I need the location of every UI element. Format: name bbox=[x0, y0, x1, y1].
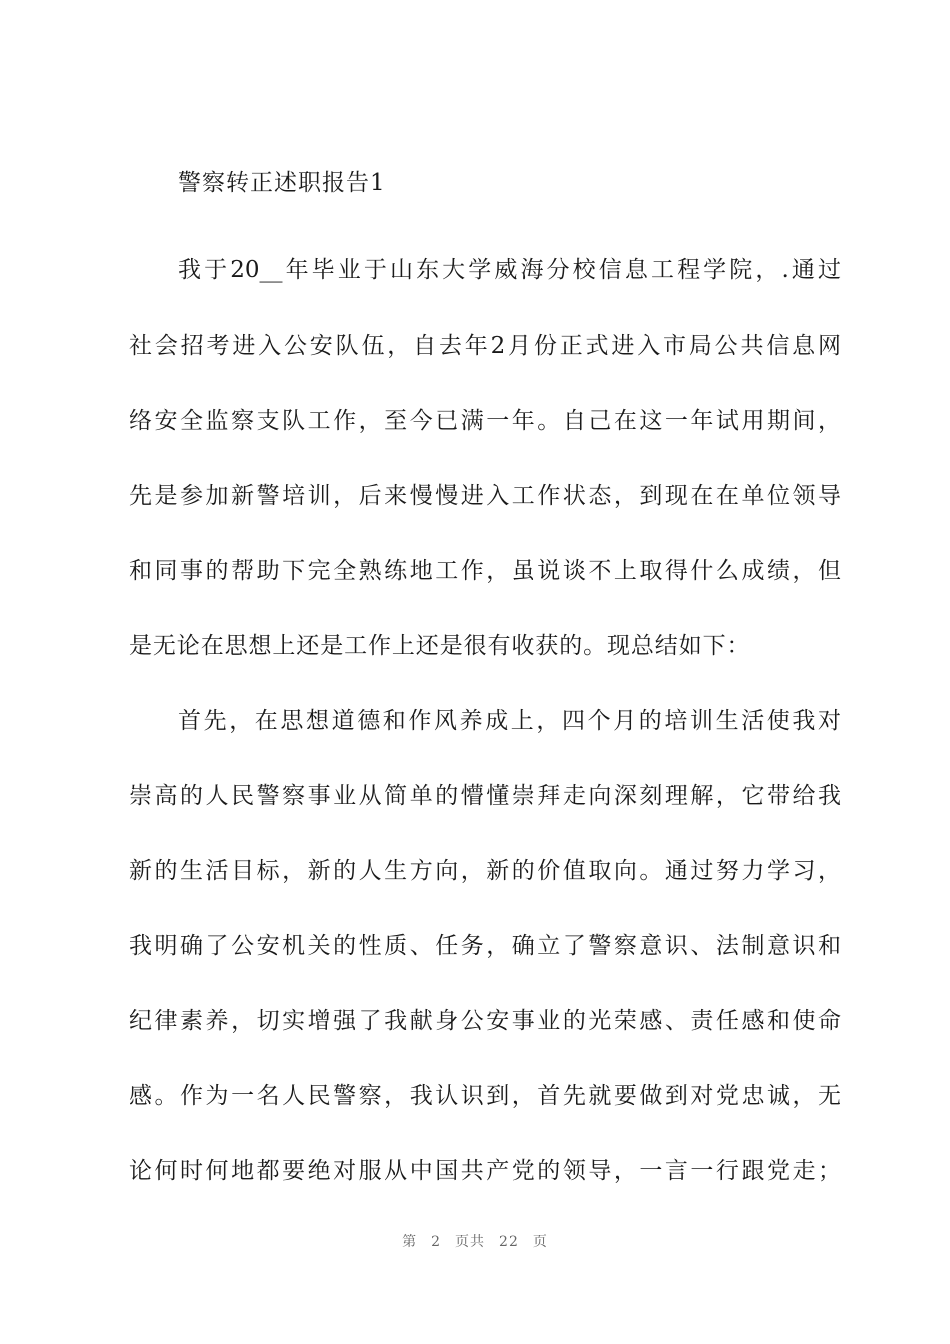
footer-total-pages: 22 bbox=[499, 1234, 519, 1250]
paragraph-line: 论何时何地都要绝对服从中国共产党的领导，一言一行跟党走； bbox=[129, 1158, 841, 1184]
paragraph-line: 新的生活目标，新的人生方向，新的价值取向。通过努力学习， bbox=[129, 858, 841, 884]
page-footer bbox=[0, 1231, 950, 1251]
paragraph-line: 首先，在思想道德和作风养成上，四个月的培训生活使我对 bbox=[178, 708, 841, 734]
paragraph-line: 感。作为一名人民警察，我认识到，首先就要做到对党忠诚，无 bbox=[129, 1083, 841, 1109]
paragraph-line: 和同事的帮助下完全熟练地工作，虽说谈不上取得什么成绩，但 bbox=[129, 558, 841, 584]
paragraph-line: 我于20__年毕业于山东大学威海分校信息工程学院，.通过 bbox=[178, 257, 841, 283]
footer-page-number: 2 bbox=[431, 1234, 442, 1250]
paragraph-line: 纪律素养，切实增强了我献身公安事业的光荣感、责任感和使命 bbox=[129, 1008, 841, 1034]
document-heading: 警察转正述职报告1 bbox=[178, 170, 386, 196]
paragraph-line: 社会招考进入公安队伍，自去年2月份正式进入市局公共信息网 bbox=[129, 333, 841, 359]
paragraph-line: 我明确了公安机关的性质、任务，确立了警察意识、法制意识和 bbox=[129, 933, 841, 959]
paragraph-line: 是无论在思想上还是工作上还是很有收获的。现总结如下： bbox=[129, 633, 751, 659]
paragraph-line: 先是参加新警培训，后来慢慢进入工作状态，到现在在单位领导 bbox=[129, 483, 841, 509]
footer-middle: 页共 bbox=[455, 1234, 486, 1250]
paragraph-line: 络安全监察支队工作，至今已满一年。自己在这一年试用期间， bbox=[129, 408, 841, 434]
paragraph-line: 崇高的人民警察事业从简单的懵懂崇拜走向深刻理解，它带给我 bbox=[129, 783, 841, 809]
footer-prefix: 第 bbox=[402, 1234, 418, 1250]
footer-suffix: 页 bbox=[532, 1234, 548, 1250]
